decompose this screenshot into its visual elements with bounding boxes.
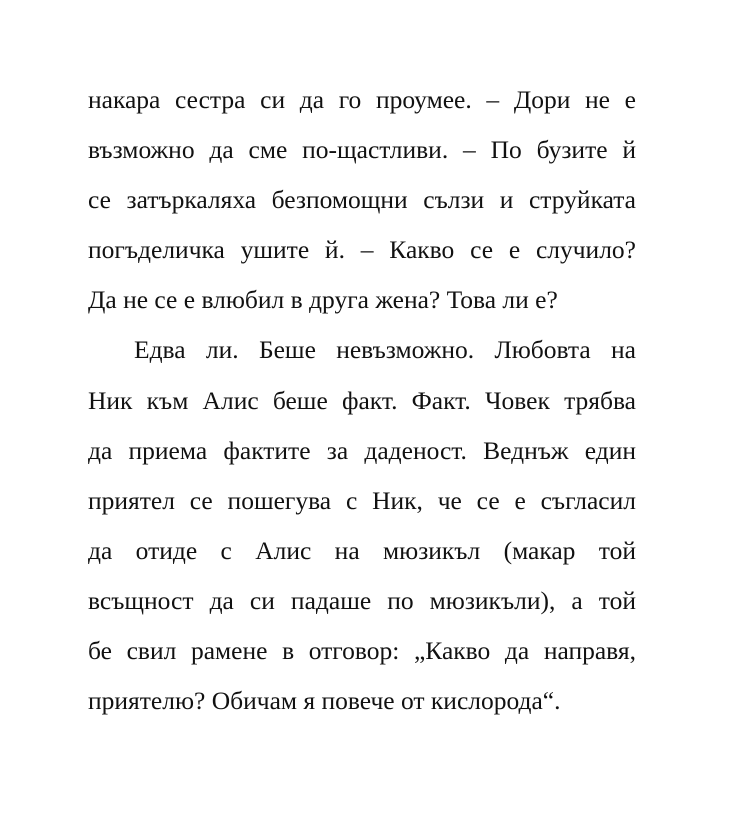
text-line: всъщност да си падаше по мюзикъли), а той <box>88 585 636 615</box>
text-line: бе свил рамене в отговор: „Какво да направя, <box>88 636 636 666</box>
text-line: Да не се е влюбил в друга жена? Това ли е? <box>88 285 558 315</box>
body-text <box>88 75 636 726</box>
text-line: накара сестра си да го проумее. – Дори не е <box>88 85 636 114</box>
text-line: се затъркаляха безпомощни сълзи и струйката <box>88 185 636 215</box>
text-line: Едва ли. Беше невъзможно. Любовта на <box>134 335 636 365</box>
text-line: приятел се пошегува с Ник, че се е съгласил <box>88 485 636 515</box>
text-line: да отиде с Алис на мюзикъл (макар той <box>88 535 636 565</box>
text-line: приятелю? Обичам я повече от кислорода“. <box>88 686 561 716</box>
text-line: погъделичка ушите й. – Какво се е случило? <box>88 235 636 265</box>
text-line: Ник към Алис беше факт. Факт. Човек трябва <box>88 385 636 415</box>
paragraph-1 <box>88 75 636 325</box>
text-line: да приема фактите за даденост. Веднъж един <box>88 435 636 465</box>
paragraph-2 <box>88 325 636 726</box>
text-line: възможно да сме по-щастливи. – По бузите й <box>88 135 636 165</box>
